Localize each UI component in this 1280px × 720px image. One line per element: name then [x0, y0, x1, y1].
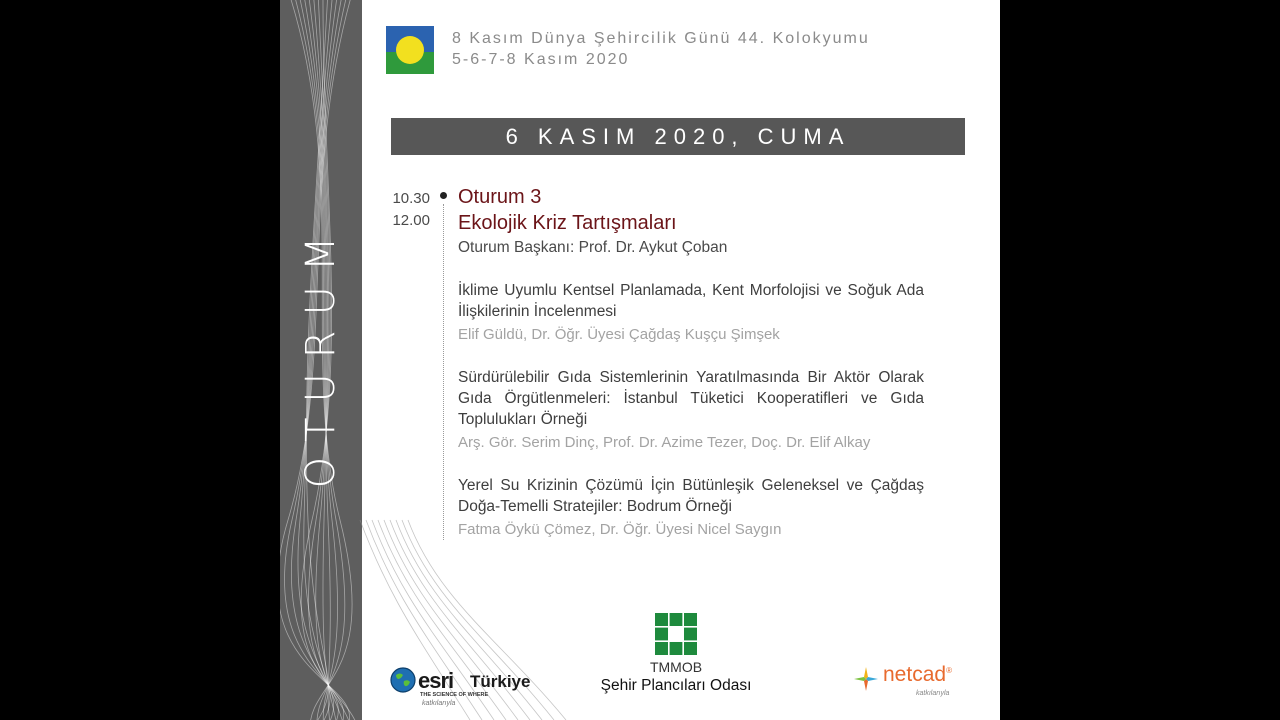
tmmob-logo-center [668, 626, 684, 642]
session-end-time: 12.00 [392, 212, 430, 229]
talk-authors: Arş. Gör. Serim Dinç, Prof. Dr. Azime Tezer, Doç. Dr. Elif Alkay [458, 434, 871, 451]
netcad-petal [866, 677, 878, 681]
netcad-note: katkılarıyla [916, 690, 950, 697]
timeline-rule [443, 204, 444, 540]
session-title: Ekolojik Kriz Tartışmaları [458, 212, 677, 234]
colloquium-title: 8 Kasım Dünya Şehircilik Günü 44. Kolokyumu [452, 30, 870, 47]
esri-wordmark: esri [418, 668, 454, 693]
registered-mark: ® [946, 666, 952, 675]
talk-authors: Elif Güldü, Dr. Öğr. Üyesi Çağdaş Kuşçu Şimşek [458, 326, 780, 343]
session-start-time: 10.30 [392, 190, 430, 207]
colloquium-dates: 5-6-7-8 Kasım 2020 [452, 51, 630, 68]
netcad-petal [864, 679, 868, 691]
session-number: Oturum 3 [458, 186, 542, 208]
netcad-wordmark [883, 663, 952, 687]
session-chair: Oturum Başkanı: Prof. Dr. Aykut Çoban [458, 239, 728, 256]
tmmob-logo-line [682, 613, 684, 655]
globe-icon [390, 667, 416, 693]
talk-item [458, 475, 924, 540]
netcad-wordmark-text: netcad [883, 663, 947, 686]
timeline-dot [440, 192, 447, 199]
esri-country: Türkiye [470, 672, 531, 691]
star-burst-icon [852, 665, 880, 693]
side-label: OTURUM [298, 221, 344, 489]
talk-title: İklime Uyumlu Kentsel Planlamada, Kent Morfolojisi ve Soğuk Ada İlişkilerinin İncelenmesi [458, 282, 924, 320]
session-content [458, 184, 924, 540]
esri-tagline: THE SCIENCE OF WHERE [420, 692, 489, 698]
session-time [388, 188, 430, 232]
talk-item [458, 367, 924, 453]
talk-title: Yerel Su Krizinin Çözümü İçin Bütünleşik Geleneksel ve Çağdaş Doğa-Temelli Stratejiler: Bodrum Örneği [458, 477, 924, 515]
tmmob-logo-line [668, 613, 670, 655]
netcad-petal [854, 677, 866, 681]
side-panel [280, 0, 362, 720]
program-card [280, 0, 1000, 720]
square-grid-icon [655, 613, 697, 655]
tmmob-logo-line [655, 640, 697, 642]
talk-authors: Fatma Öykü Çömez, Dr. Öğr. Üyesi Nicel Saygın [458, 521, 782, 538]
tmmob-chamber-name: Şehir Plancıları Odası [600, 677, 752, 694]
tmmob-abbreviation: TMMOB [649, 659, 703, 675]
logo-sun [396, 36, 424, 64]
esri-note: katkılarıyla [422, 700, 456, 707]
talk-item [458, 280, 924, 345]
tmmob-logo-line [655, 626, 697, 628]
talk-title: Sürdürülebilir Gıda Sistemlerinin Yaratılmasında Bir Aktör Olarak Gıda Örgütlenmeleri: İstanbul Tüketici Kooperatifleri ve Gıda Toplulukları Örneği [458, 369, 924, 428]
sun-horizon-icon [386, 26, 434, 74]
day-banner: 6 KASIM 2020, CUMA [391, 118, 965, 155]
netcad-petal [864, 667, 868, 679]
